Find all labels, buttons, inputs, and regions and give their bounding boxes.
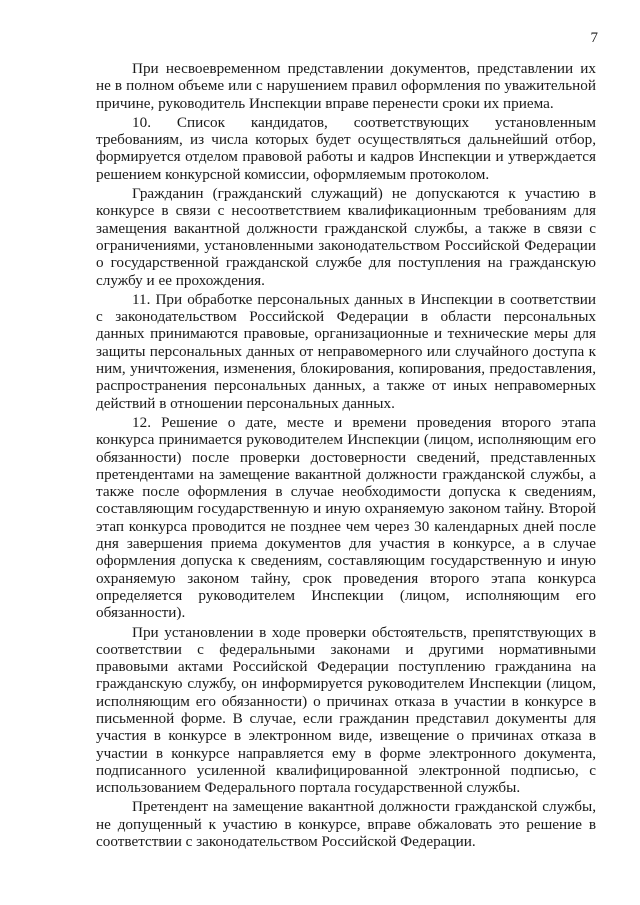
paragraph-admission-restrictions: Гражданин (гражданский служащий) не допускаются к участию в конкурсе в связи с несоответствием квалификационным требованиям для замещения вакантной должности гражданской службы, а также в связи с ограничениями, установленными законодательством Российской Федерации о государственной гражданской службе для поступления на гражданскую службу и ее прохождения. — [96, 185, 596, 289]
paragraph-10-candidate-list: 10. Список кандидатов, соответствующих установленным требованиям, из числа которых будет осуществляться дальнейший отбор, формируется отделом правовой работы и кадров Инспекции и утверждается решением конкурсной комиссии, оформляемым протоколом. — [96, 113, 596, 183]
page-number: 7 — [590, 30, 598, 46]
paragraph-document-deadline: При несвоевременном представлении документов, представлении их не в полном объеме или с нарушением правил оформления по уважительной причине, руководитель Инспекции вправе перенести сроки их приема. — [96, 60, 596, 112]
paragraph-appeal-right: Претендент на замещение вакантной должности гражданской службы, не допущенный к участию в конкурсе, вправе обжаловать это решение в соответствии с законодательством Российской Федерации. — [96, 798, 596, 851]
paragraph-12-second-stage: 12. Решение о дате, месте и времени проведения второго этапа конкурса принимается руководителем Инспекции (лицом, исполняющим его обязанности) после проверки достоверности сведений, представленных претендентами на замещение вакантной должности гражданской службы, а также после оформления в случае необходимости допуска к сведениям, составляющим государственную и иную охраняемую законом тайну. Второй этап конкурса проводится не позднее чем через 30 календарных дней после дня завершения приема документов для участия в конкурсе, а в случае оформления допуска к сведениям, составляющим государственную и иную охраняемую законом тайну, срок проведения второго этапа конкурса определяется руководителем Инспекции (лицом, исполняющим его обязанности). — [96, 413, 596, 622]
document-body — [96, 60, 596, 852]
paragraph-11-personal-data: 11. При обработке персональных данных в Инспекции в соответствии с законодательством Российской Федерации в области персональных данных принимаются правовые, организационные и технические меры для защиты персональных данных от неправомерного или случайного доступа к ним, уничтожения, изменения, блокирования, копирования, предоставления, распространения персональных данных, а также от иных неправомерных действий в отношении персональных данных. — [96, 290, 596, 412]
paragraph-refusal-notice: При установлении в ходе проверки обстоятельств, препятствующих в соответствии с федеральными законами и другими нормативными правовыми актами Российской Федерации поступлению гражданина на гражданскую службу, он информируется руководителем Инспекции (лицом, исполняющим его обязанности) о причинах отказа в участии в конкурсе в письменной форме. В случае, если гражданин представил документы для участия в конкурсе в электронном виде, извещение о причинах отказа в участии в конкурсе направляется ему в форме электронного документа, подписанного усиленной квалифицированной электронной подписью, с использованием Федерального портала государственной службы. — [96, 623, 596, 797]
